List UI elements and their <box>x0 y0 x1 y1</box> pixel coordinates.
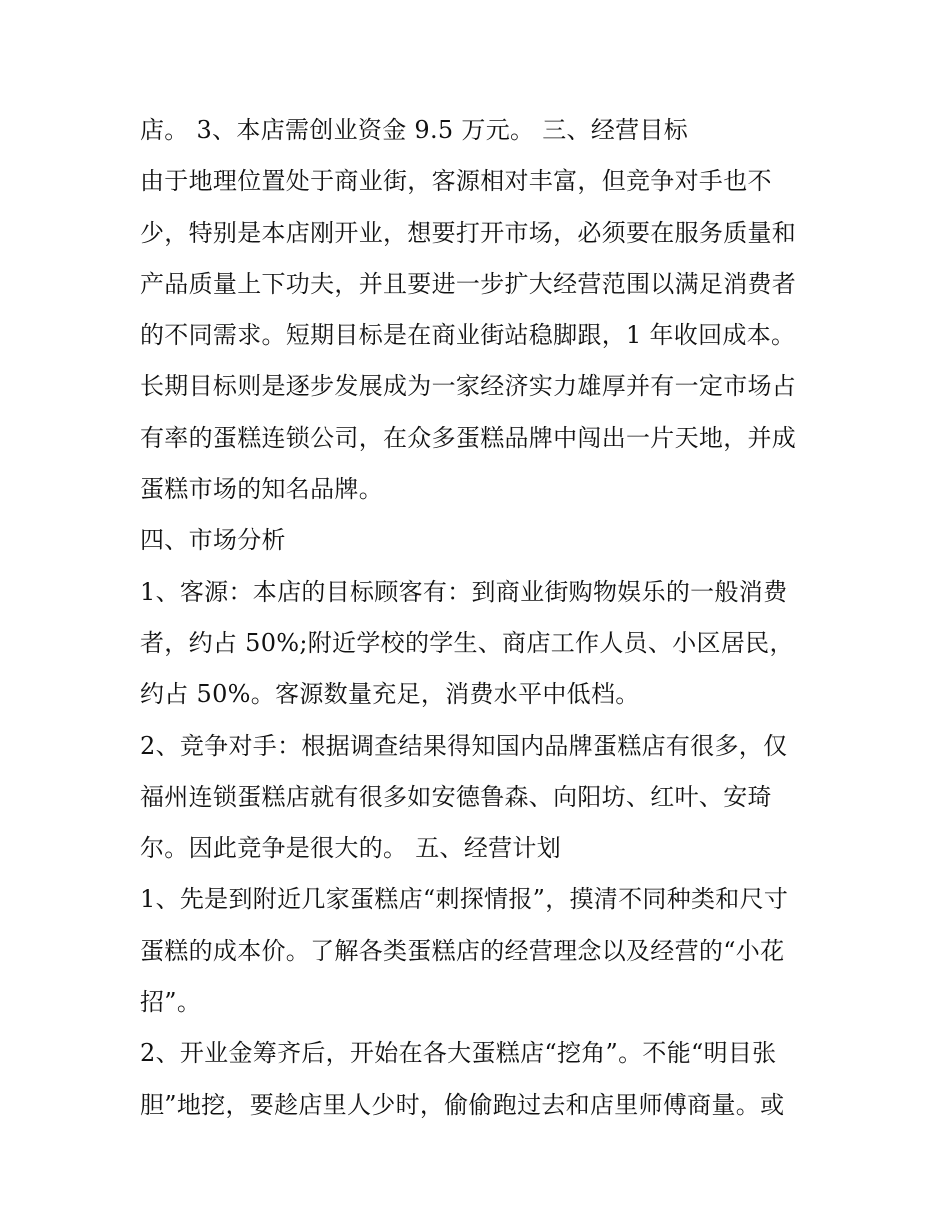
text-line: 1、先是到附近几家蛋糕店“刺探情报”，摸清不同种类和尺寸 <box>140 885 789 914</box>
text-line: 蛋糕市场的知名品牌。 <box>140 475 383 504</box>
text-line: 2、竞争对手：根据调查结果得知国内品牌蛋糕店有很多，仅 <box>140 731 788 760</box>
text-line: 者，约占 50%;附近学校的学生、商店工作人员、小区居民， <box>140 628 794 657</box>
section-heading: 四、市场分析 <box>140 526 286 555</box>
text-line: 产品质量上下功夫，并且要进一步扩大经营范围以满足消费者 <box>140 269 797 298</box>
text-line: 尔。因此竞争是很大的。 五、经营计划 <box>140 834 562 863</box>
text-line: 福州连锁蛋糕店就有很多如安德鲁森、向阳坊、红叶、安琦 <box>140 782 772 811</box>
text-line: 有率的蛋糕连锁公司，在众多蛋糕品牌中闯出一片天地，并成 <box>140 423 797 452</box>
text-line: 店。 3、本店需创业资金 9.5 万元。 三、经营目标 <box>140 116 689 144</box>
text-line: 2、开业金筹齐后，开始在各大蛋糕店“挖角”。不能“明目张 <box>140 1039 777 1068</box>
text-line: 约占 50%。客源数量充足，消费水平中低档。 <box>140 680 640 709</box>
text-line: 由于地理位置处于商业街，客源相对丰富，但竞争对手也不 <box>140 167 772 196</box>
text-line: 招”。 <box>140 988 202 1017</box>
text-line: 长期目标则是逐步发展成为一家经济实力雄厚并有一定市场占 <box>140 372 797 401</box>
text-line: 1、客源：本店的目标顾客有：到商业街购物娱乐的一般消费 <box>140 577 788 606</box>
text-line: 的不同需求。短期目标是在商业街站稳脚跟，1 年收回成本。 <box>140 321 796 350</box>
text-line: 胆”地挖，要趁店里人少时，偷偷跑过去和店里师傅商量。或 <box>140 1090 785 1119</box>
text-line: 少，特别是本店刚开业，想要打开市场，必须要在服务质量和 <box>140 218 797 247</box>
text-line: 蛋糕的成本价。了解各类蛋糕店的经营理念以及经营的“小花 <box>140 936 785 965</box>
document-body <box>140 107 820 1133</box>
